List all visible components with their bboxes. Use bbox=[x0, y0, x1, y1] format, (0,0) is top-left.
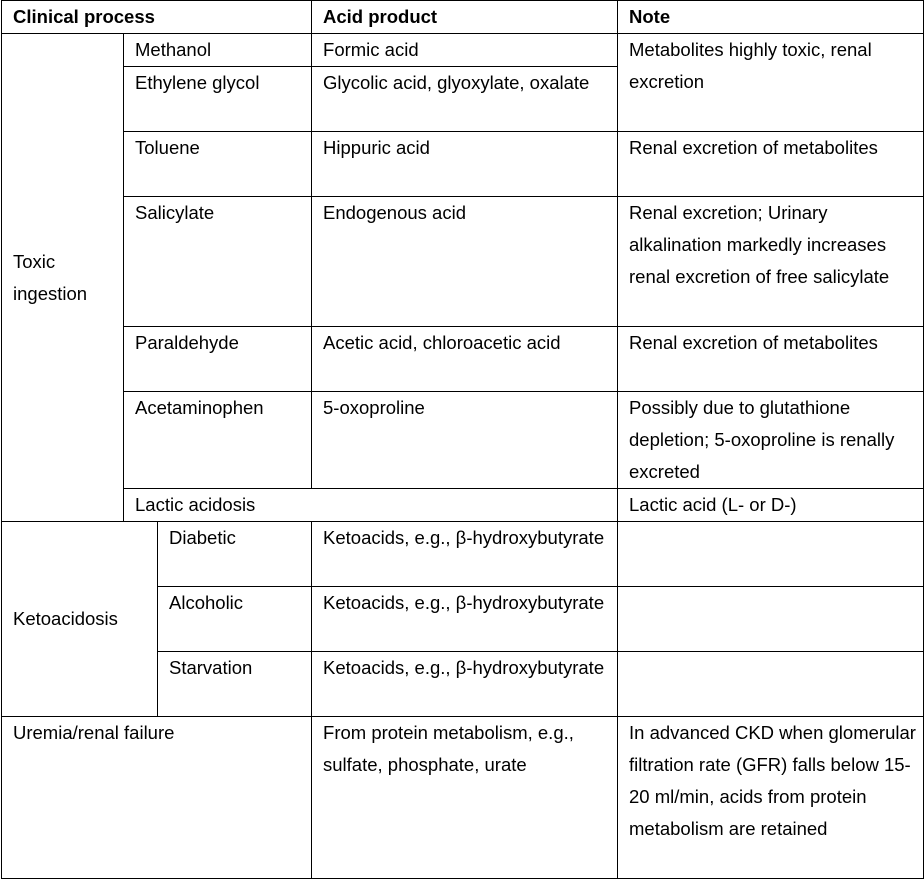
acid-table bbox=[1, 0, 924, 879]
acid-acetaminophen: 5-oxoproline bbox=[312, 392, 618, 489]
ketoacidosis-group: Ketoacidosis bbox=[2, 522, 158, 717]
toxic-ingestion-group: Toxic ingestion bbox=[2, 34, 124, 522]
table-row bbox=[2, 132, 924, 197]
header-note: Note bbox=[618, 1, 924, 34]
note-toluene: Renal excretion of metabolites bbox=[618, 132, 924, 197]
note-paraldehyde: Renal excretion of metabolites bbox=[618, 327, 924, 392]
agent-paraldehyde: Paraldehyde bbox=[124, 327, 312, 392]
table-row bbox=[2, 522, 924, 587]
agent-salicylate: Salicylate bbox=[124, 197, 312, 327]
table-row bbox=[2, 197, 924, 327]
process-uremia: Uremia/renal failure bbox=[2, 717, 312, 879]
note-starvation bbox=[618, 652, 924, 717]
note-alcoholic bbox=[618, 587, 924, 652]
header-clinical-process: Clinical process bbox=[2, 1, 312, 34]
header-row bbox=[2, 1, 924, 34]
agent-ethylene-glycol: Ethylene glycol bbox=[124, 67, 312, 132]
acid-lactic: Lactic acid (L- or D-) bbox=[618, 489, 924, 522]
acid-diabetic: Ketoacids, e.g., β-hydroxybutyrate bbox=[312, 522, 618, 587]
acid-methanol: Formic acid bbox=[312, 34, 618, 67]
type-starvation: Starvation bbox=[158, 652, 312, 717]
acid-toluene: Hippuric acid bbox=[312, 132, 618, 197]
table-row bbox=[2, 392, 924, 489]
agent-methanol: Methanol bbox=[124, 34, 312, 67]
process-lactic-acidosis: Lactic acidosis bbox=[124, 489, 618, 522]
header-acid-product: Acid product bbox=[312, 1, 618, 34]
note-methanol-ethylene: Metabolites highly toxic, renal excretion bbox=[618, 34, 924, 132]
agent-acetaminophen: Acetaminophen bbox=[124, 392, 312, 489]
table-row bbox=[2, 34, 924, 67]
acid-starvation: Ketoacids, e.g., β-hydroxybutyrate bbox=[312, 652, 618, 717]
note-uremia: In advanced CKD when glomerular filtration rate (GFR) falls below 15-20 ml/min, acids from protein metabolism are retained bbox=[618, 717, 924, 879]
acid-ethylene-glycol: Glycolic acid, glyoxylate, oxalate bbox=[312, 67, 618, 132]
type-diabetic: Diabetic bbox=[158, 522, 312, 587]
table-row bbox=[2, 327, 924, 392]
note-diabetic bbox=[618, 522, 924, 587]
table-row bbox=[2, 489, 924, 522]
acid-salicylate: Endogenous acid bbox=[312, 197, 618, 327]
acid-uremia: From protein metabolism, e.g., sulfate, phosphate, urate bbox=[312, 717, 618, 879]
note-acetaminophen: Possibly due to glutathione depletion; 5-oxoproline is renally excreted bbox=[618, 392, 924, 489]
table-row bbox=[2, 717, 924, 879]
agent-toluene: Toluene bbox=[124, 132, 312, 197]
acid-alcoholic: Ketoacids, e.g., β-hydroxybutyrate bbox=[312, 587, 618, 652]
type-alcoholic: Alcoholic bbox=[158, 587, 312, 652]
acid-paraldehyde: Acetic acid, chloroacetic acid bbox=[312, 327, 618, 392]
note-salicylate: Renal excretion; Urinary alkalination markedly increases renal excretion of free salicylate bbox=[618, 197, 924, 327]
